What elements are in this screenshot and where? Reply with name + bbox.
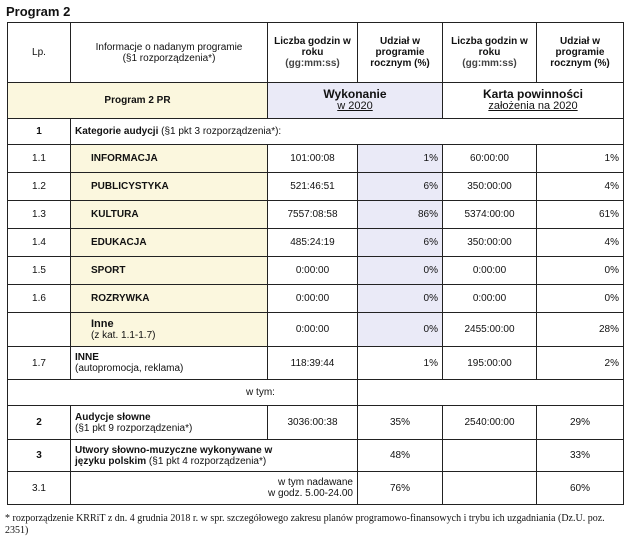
header-info-ref: (§1 rozporządzenia*) (122, 52, 216, 64)
inne-kat-cell (71, 313, 268, 347)
inne-kat-hours: 0:00:00 (268, 313, 358, 347)
inne-lp: 1.7 (8, 347, 71, 380)
row-category: PUBLICYSTYKA (71, 173, 268, 201)
row-plan-hours: 5374:00:00 (443, 201, 537, 229)
row-hours: 521:46:51 (268, 173, 358, 201)
row-hours: 101:00:08 (268, 145, 358, 173)
inne-kat-plan-share: 28% (537, 313, 624, 347)
row-lp: 1.4 (8, 229, 71, 257)
header-hours-label: Liczba godzin w roku (274, 36, 351, 58)
w-tym-row (8, 380, 624, 406)
utwory-godz-share: 76% (358, 472, 443, 505)
wykonanie-year: w 2020 (337, 100, 373, 112)
inne-kat-row (8, 313, 624, 347)
inne-plan-share: 2% (537, 347, 624, 380)
row-plan-share: 4% (537, 229, 624, 257)
row-lp: 1.6 (8, 285, 71, 313)
utwory-cell (71, 440, 358, 472)
header-plan-hours-label: Liczba godzin w roku (451, 36, 528, 58)
row-share: 6% (358, 229, 443, 257)
row-plan-share: 1% (537, 145, 624, 173)
utwory-row (8, 440, 624, 472)
slowne-share: 35% (358, 406, 443, 440)
table-row (8, 285, 624, 313)
row-share: 86% (358, 201, 443, 229)
row-hours: 0:00:00 (268, 257, 358, 285)
slowne-row (8, 406, 624, 440)
table-row (8, 145, 624, 173)
inne-plan-hours: 195:00:00 (443, 347, 537, 380)
row-plan-hours: 0:00:00 (443, 257, 537, 285)
header-lp: Lp. (8, 23, 71, 83)
row-plan-hours: 60:00:00 (443, 145, 537, 173)
inne-ref: (autopromocja, reklama) (75, 363, 184, 374)
row-share: 0% (358, 257, 443, 285)
row-plan-share: 0% (537, 285, 624, 313)
footnote: * rozporządzenie KRRiT z dn. 4 grudnia 2018 r. w spr. szczegółowego zakresu planów programowo-finansowych i trybu ich uzgadniania (Dz.U. poz. 2351) (5, 513, 605, 536)
inne-kat-ref: (z kat. 1.1-1.7) (91, 329, 156, 341)
utwory-name-2: języku polskim (75, 455, 147, 467)
row-category: SPORT (71, 257, 268, 285)
utwory-ref: (§1 pkt 4 rozporządzenia*) (148, 455, 267, 467)
slowne-name: Audycje słowne (75, 411, 151, 423)
row-lp: 1.5 (8, 257, 71, 285)
header-share: Udział w programie rocznym (%) (358, 23, 443, 83)
wykonanie-label: Wykonanie (323, 87, 387, 101)
row-category: INFORMACJA (71, 145, 268, 173)
row-plan-hours: 350:00:00 (443, 173, 537, 201)
row-category: EDUKACJA (71, 229, 268, 257)
utwory-godz-label-2: w godz. 5.00-24.00 (267, 488, 353, 499)
inne-share: 1% (358, 347, 443, 380)
utwory-godz-plan-hours (443, 472, 537, 505)
table-row (8, 257, 624, 285)
row-share: 6% (358, 173, 443, 201)
header-info (71, 23, 268, 83)
header-hours (268, 23, 358, 83)
table-row (8, 173, 624, 201)
utwory-plan-share: 33% (537, 440, 624, 472)
table-row (8, 201, 624, 229)
utwory-godz-lp: 3.1 (8, 472, 71, 505)
header-plan-hours (443, 23, 537, 83)
karta-header (443, 83, 624, 119)
slowne-lp: 2 (8, 406, 71, 440)
inne-kat-lp (8, 313, 71, 347)
row-plan-hours: 350:00:00 (443, 229, 537, 257)
slowne-cell (71, 406, 268, 440)
kategorie-ref: (§1 pkt 3 rozporządzenia*): (161, 126, 282, 137)
row-share: 1% (358, 145, 443, 173)
header-plan-hours-format: (gg:mm:ss) (462, 58, 517, 69)
utwory-godz-plan-share: 60% (537, 472, 624, 505)
slowne-plan-share: 29% (537, 406, 624, 440)
header-plan-share: Udział w programie rocznym (%) (537, 23, 624, 83)
wykonanie-header (268, 83, 443, 119)
row-plan-share: 61% (537, 201, 624, 229)
header-info-label: Informacje o nadanym programie (95, 41, 243, 53)
section-row (8, 83, 624, 119)
row-plan-share: 0% (537, 257, 624, 285)
table-row (8, 229, 624, 257)
row-hours: 7557:08:58 (268, 201, 358, 229)
karta-year: założenia na 2020 (488, 100, 578, 112)
karta-label: Karta powinności (482, 87, 583, 101)
utwory-godz-label-1: w tym nadawane (277, 477, 353, 488)
row-hours: 485:24:19 (268, 229, 358, 257)
inne-kat-share: 0% (358, 313, 443, 347)
utwory-godz-cell (71, 472, 358, 505)
row-lp: 1.1 (8, 145, 71, 173)
page-title: Program 2 (6, 4, 71, 19)
utwory-lp: 3 (8, 440, 71, 472)
inne-row (8, 347, 624, 380)
inne-kat-name: Inne (91, 317, 114, 330)
row-category: ROZRYWKA (71, 285, 268, 313)
inne-name: INNE (75, 352, 99, 363)
utwory-share: 48% (358, 440, 443, 472)
utwory-godz-row (8, 472, 624, 505)
w-tym-empty (358, 380, 624, 406)
row-share: 0% (358, 285, 443, 313)
utwory-name: Utwory słowno-muzyczne wykonywane w (75, 444, 273, 456)
row-lp: 1.2 (8, 173, 71, 201)
row-lp: 1.3 (8, 201, 71, 229)
utwory-plan-hours (443, 440, 537, 472)
inne-kat-plan-hours: 2455:00:00 (443, 313, 537, 347)
row-hours: 0:00:00 (268, 285, 358, 313)
slowne-ref: (§1 pkt 9 rozporządzenia*) (75, 422, 193, 434)
slowne-hours: 3036:00:38 (268, 406, 358, 440)
kategorie-row (8, 119, 624, 145)
w-tym-label: w tym: (8, 380, 358, 406)
kategorie-lp: 1 (8, 119, 71, 145)
inne-cell (71, 347, 268, 380)
row-category: KULTURA (71, 201, 268, 229)
header-hours-format: (gg:mm:ss) (285, 58, 340, 69)
kategorie-label: Kategorie audycji (75, 126, 159, 137)
row-plan-share: 4% (537, 173, 624, 201)
program-name: Program 2 PR (8, 83, 268, 119)
kategorie-cell (71, 119, 624, 145)
header-row (8, 23, 624, 83)
slowne-plan-hours: 2540:00:00 (443, 406, 537, 440)
row-plan-hours: 0:00:00 (443, 285, 537, 313)
inne-hours: 118:39:44 (268, 347, 358, 380)
program-table (7, 22, 624, 505)
